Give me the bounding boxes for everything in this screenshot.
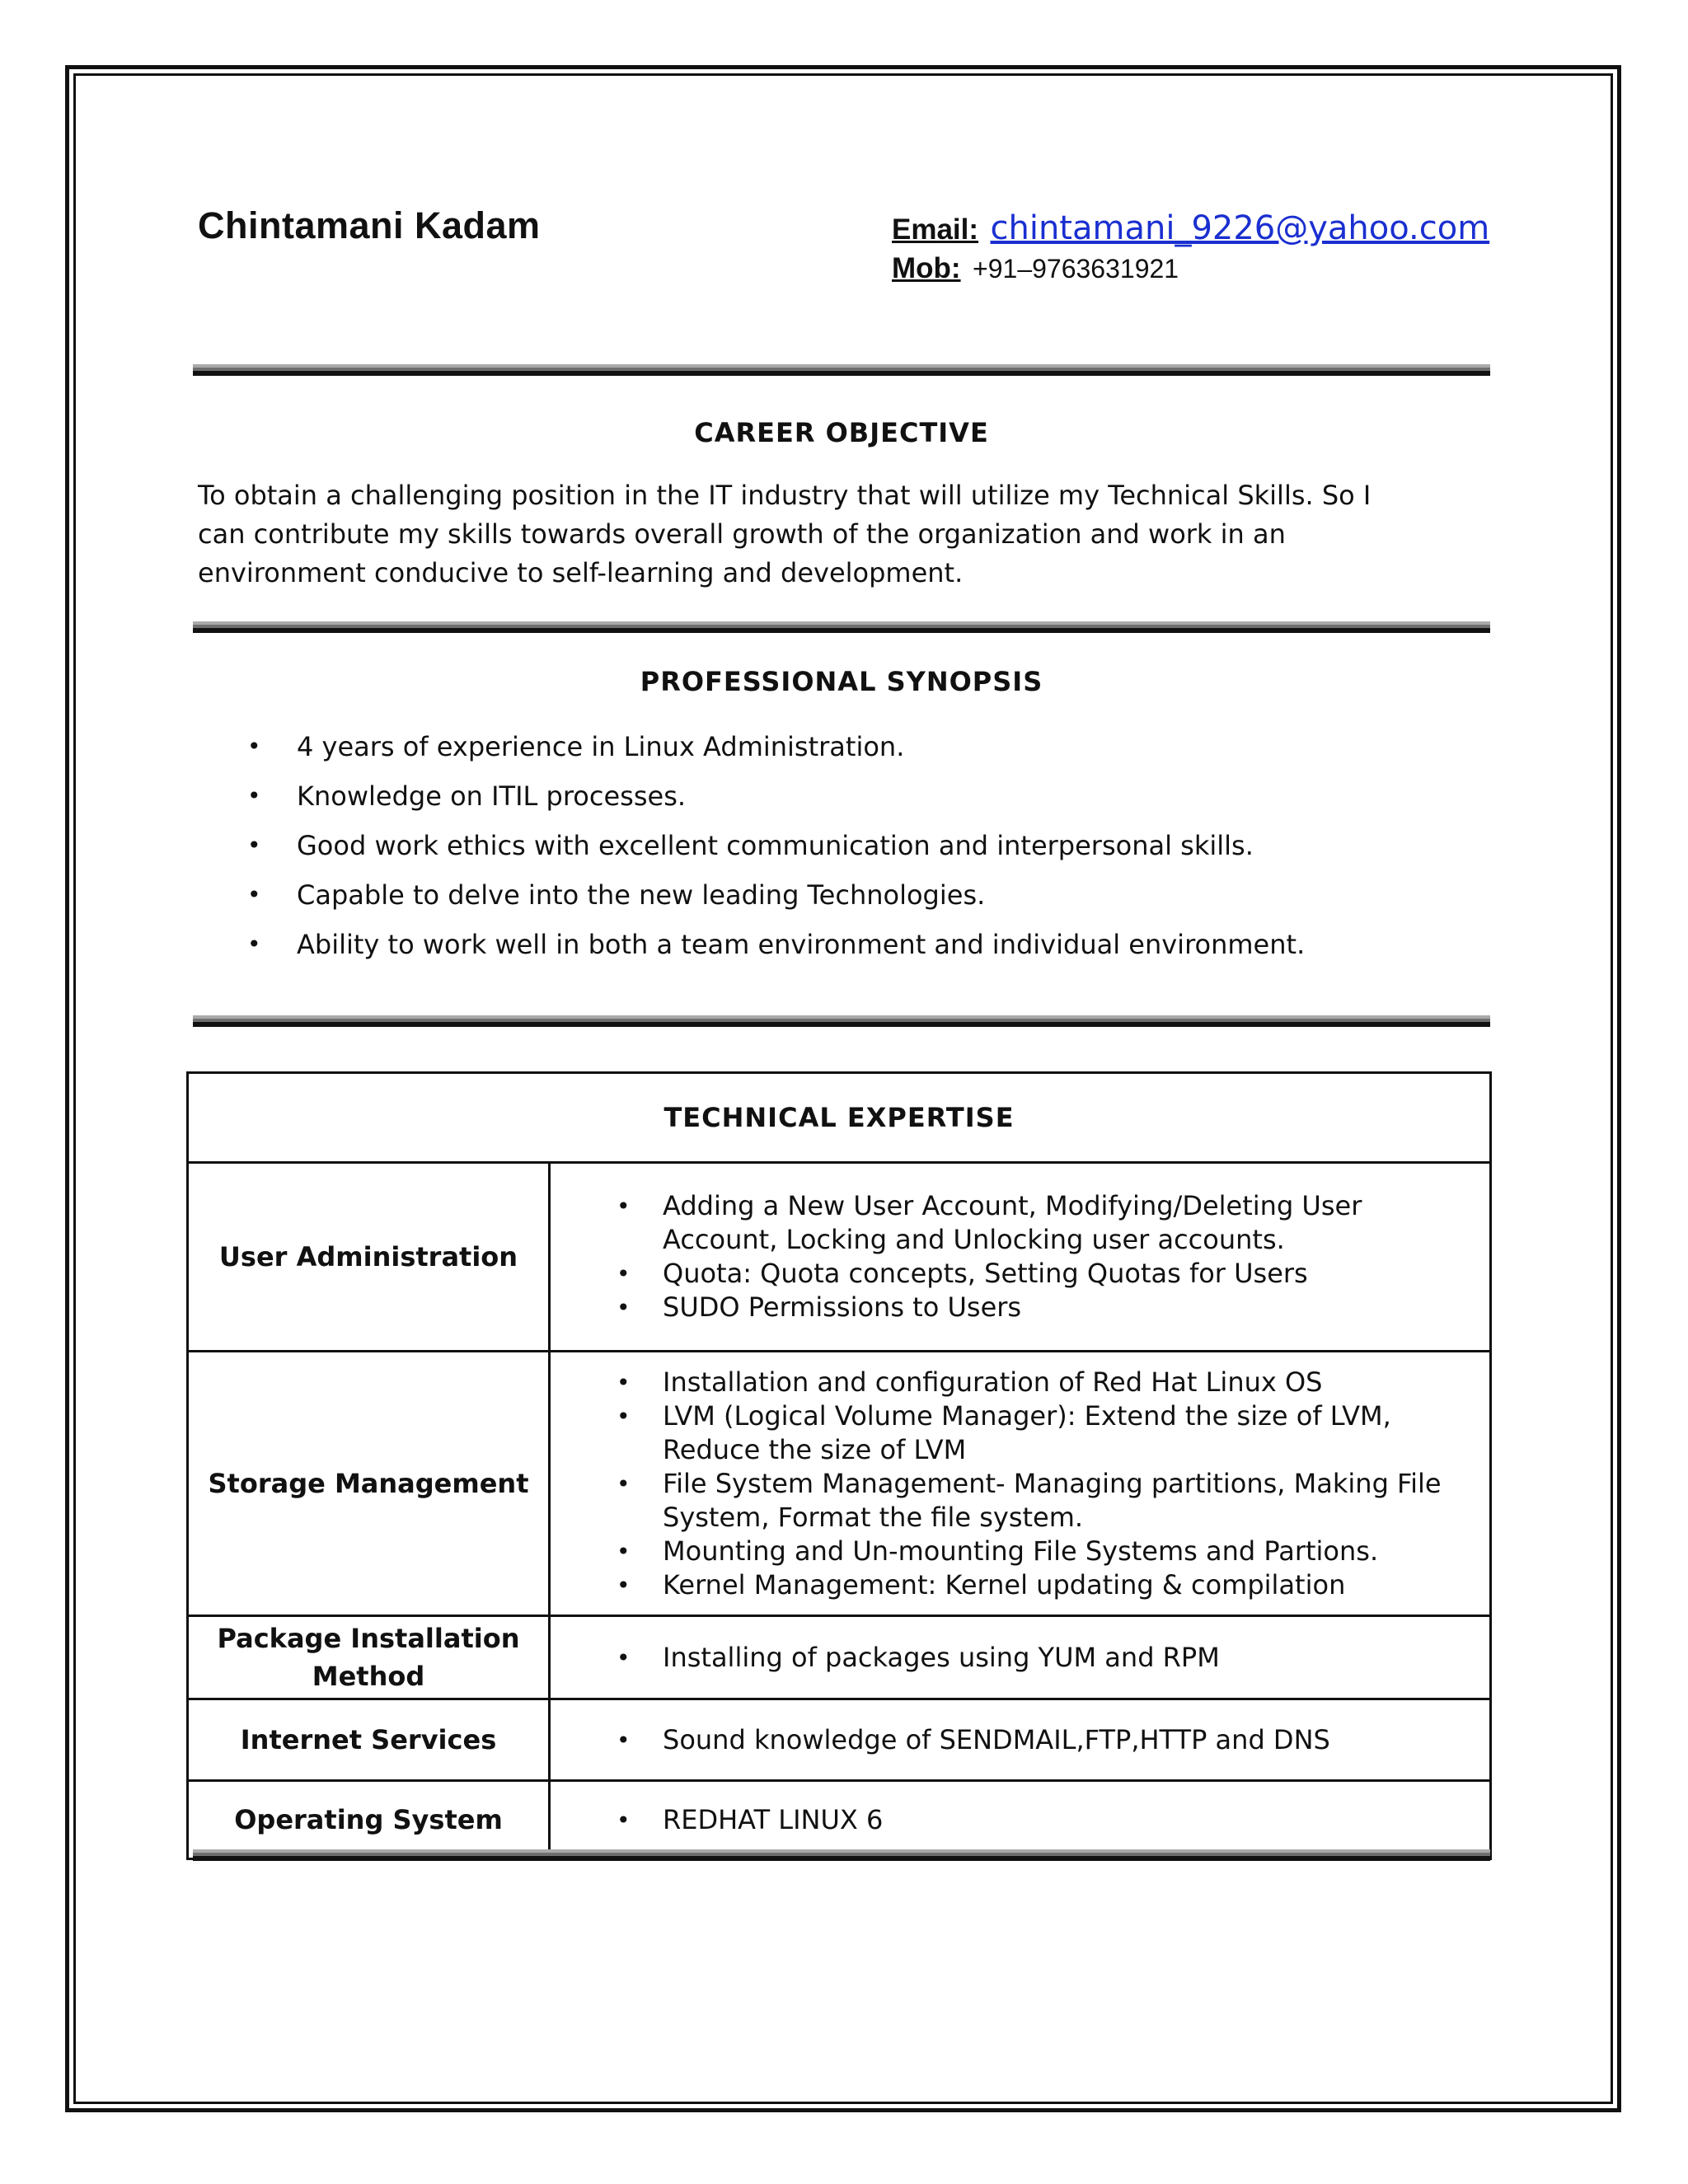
bullet-icon: • <box>617 1402 631 1430</box>
section-divider <box>193 1849 1490 1863</box>
section-divider <box>193 1015 1490 1029</box>
row-label: Internet Services <box>188 1699 550 1781</box>
list-item <box>617 1399 1465 1467</box>
list-item <box>617 1291 1465 1324</box>
bullet-icon: • <box>617 1643 631 1671</box>
email-link[interactable]: chintamani_9226@yahoo.com <box>990 209 1490 247</box>
list-item <box>617 1568 1465 1602</box>
bullet-icon: • <box>247 832 261 859</box>
row-label: Storage Management <box>188 1352 550 1616</box>
item-text: Sound knowledge of SENDMAIL,FTP,HTTP and DNS <box>663 1723 1330 1755</box>
bullet-icon: • <box>617 1260 631 1287</box>
table-row <box>188 1699 1491 1781</box>
list-item <box>617 1366 1465 1399</box>
list-item <box>617 1257 1465 1291</box>
mobile-number: +91–9763631921 <box>973 254 1179 284</box>
item-text: LVM (Logical Volume Manager): Extend the size of LVM, Reduce the size of LVM <box>663 1399 1391 1465</box>
bullet-icon: • <box>247 733 261 760</box>
technical-expertise-title: TECHNICAL EXPERTISE <box>188 1073 1491 1163</box>
bullet-icon: • <box>247 930 261 958</box>
row-label-line: Method <box>312 1661 425 1692</box>
row-items <box>550 1699 1491 1781</box>
technical-expertise-table <box>186 1071 1492 1860</box>
section-divider <box>193 364 1490 377</box>
candidate-name: Chintamani Kadam <box>198 204 541 246</box>
row-items <box>550 1163 1491 1352</box>
synopsis-list <box>247 722 1305 969</box>
table-row <box>188 1616 1491 1699</box>
list-item <box>617 1723 1465 1757</box>
item-text: Quota: Quota concepts, Setting Quotas for Users <box>663 1258 1308 1289</box>
career-objective-title: CAREER OBJECTIVE <box>694 417 989 448</box>
email-label: Email: <box>892 213 979 246</box>
bullet-icon: • <box>247 782 261 809</box>
synopsis-text: Capable to delve into the new leading Technologies. <box>297 879 986 911</box>
table-row <box>188 1163 1491 1352</box>
item-text: SUDO Permissions to Users <box>663 1291 1022 1323</box>
item-text: Mounting and Un-mounting File Systems and Partions. <box>663 1535 1379 1567</box>
list-item <box>617 1535 1465 1568</box>
career-objective-line: can contribute my skills towards overall growth of the organization and work in an <box>198 518 1286 550</box>
list-item <box>247 821 1305 870</box>
list-item <box>617 1641 1465 1675</box>
list-item <box>617 1803 1465 1837</box>
career-objective-text <box>198 476 1484 593</box>
bullet-icon: • <box>617 1537 631 1565</box>
professional-synopsis-title: PROFESSIONAL SYNOPSIS <box>640 666 1043 697</box>
bullet-icon: • <box>617 1806 631 1834</box>
row-items <box>550 1352 1491 1616</box>
list-item <box>247 920 1305 969</box>
bullet-icon: • <box>617 1294 631 1321</box>
row-label-line: Package Installation <box>217 1623 520 1654</box>
table-row <box>188 1781 1491 1859</box>
item-text: Installing of packages using YUM and RPM <box>663 1641 1220 1673</box>
item-text: Adding a New User Account, Modifying/Deleting User Account, Locking and Unlocking user accounts. <box>663 1190 1362 1255</box>
synopsis-text: Good work ethics with excellent communication and interpersonal skills. <box>297 830 1254 861</box>
row-items <box>550 1616 1491 1699</box>
list-item <box>617 1467 1465 1535</box>
row-label: User Administration <box>188 1163 550 1352</box>
item-text: Kernel Management: Kernel updating & compilation <box>663 1568 1346 1601</box>
list-item <box>247 870 1305 920</box>
mobile-row <box>892 252 1179 285</box>
row-items <box>550 1781 1491 1859</box>
row-label: Operating System <box>188 1781 550 1859</box>
bullet-icon: • <box>617 1571 631 1599</box>
bullet-icon: • <box>617 1193 631 1220</box>
item-text: File System Management- Managing partitions, Making File System, Format the file system. <box>663 1467 1442 1533</box>
bullet-icon: • <box>617 1469 631 1497</box>
list-item <box>617 1189 1465 1257</box>
row-label <box>188 1616 550 1699</box>
item-text: Installation and configuration of Red Hat Linux OS <box>663 1366 1323 1398</box>
career-objective-line: To obtain a challenging position in the IT industry that will utilize my Technical Skills. So I <box>198 480 1372 511</box>
email-row <box>892 209 1489 247</box>
bullet-icon: • <box>247 881 261 908</box>
item-text: REDHAT LINUX 6 <box>663 1803 884 1835</box>
section-divider <box>193 621 1490 635</box>
list-item <box>247 771 1305 821</box>
mobile-label: Mob: <box>892 252 961 284</box>
career-objective-line: environment conducive to self-learning and development. <box>198 557 964 588</box>
synopsis-text: Ability to work well in both a team environment and individual environment. <box>297 929 1306 960</box>
synopsis-text: Knowledge on ITIL processes. <box>297 780 687 812</box>
bullet-icon: • <box>617 1726 631 1754</box>
table-row <box>188 1352 1491 1616</box>
list-item <box>247 722 1305 771</box>
synopsis-text: 4 years of experience in Linux Administration. <box>297 731 905 762</box>
bullet-icon: • <box>617 1368 631 1396</box>
